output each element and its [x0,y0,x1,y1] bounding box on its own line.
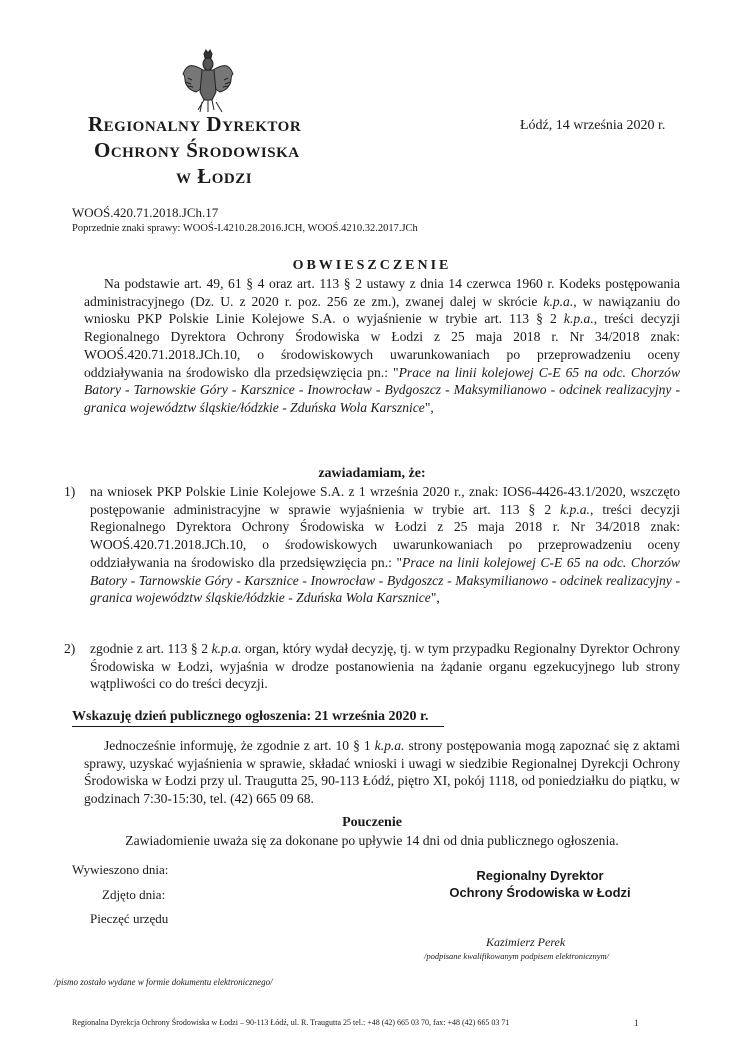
signature-note: /podpisane kwalifikowanym podpisem elektronicznym/ [424,951,609,961]
previous-reference-numbers: Poprzednie znaki sprawy: WOOŚ-I.4210.28.2016.JCH, WOOŚ.4210.32.2017.JCh [72,223,418,234]
office-stamp-label: Pieczęć urzędu [90,911,169,926]
office-name-line-2: Ochrony Środowiska [94,138,300,162]
pouczenie-heading: Pouczenie [342,815,402,830]
intro-paragraph: Na podstawie art. 49, 61 § 4 oraz art. 113 § 2 ustawy z dnia 14 czerwca 1960 r. Kodeks postępowania administracyjnego (Dz. U. z 2020 r. poz. 256 ze zm.), zwanej dalej w skrócie k.p.a., w nawiązaniu do wniosku PKP Polskie Linie Kolejowe S.A. o wyjaśnienie w trybie art. 113 § 2 k.p.a., treści decyzji Regionalnego Dyrektora Ochrony Środowiska w Łodzi z 25 maja 2018 r. Nr 34/2018 znak: WOOŚ.420.71.2018.JCh.10, o środowiskowych uwarunkowaniach po przeprowadzeniu oceny oddziaływania na środowisko dla przedsięwzięcia pn.: "Prace na linii kolejowej C-E 65 na odc. Chorzów Batory - Tarnowskie Góry - Karsznice - Inowrocław - Bydgoszcz - Maksymilianowo - odcinek realizacyjny - granica województw śląskie/łódzkie - Zduńska Wola Karsznice", [84,276,681,415]
document-title: OBWIESZCZENIE [292,258,452,273]
office-name-line-3: w Łodzi [176,164,253,188]
list-item-1-text: na wniosek PKP Polskie Linie Kolejowe S.A. z 1 września 2020 r., znak: IOS6-4426-43.1/2020, wszczęto postępowanie administracyjne w sprawie wyjaśnienia w trybie art. 113 § 2 k.p.a., treści decyzji Regionalnego Dyrektora Ochrony Środowiska w Łodzi z 25 maja 2018 r. Nr 34/2018 znak: WOOŚ.420.71.2018.JCh.10, o środowiskowych uwarunkowaniach po przeprowadzeniu oceny oddziaływania na środowisko dla przedsięwzięcia pn.: "Prace na linii kolejowej C-E 65 na odc. Chorzów Batory - Tarnowskie Góry - Karsznice - Inowrocław - Bydgoszcz - Maksymilianowo - odcinek realizacyjny - granica województw śląskie/łódzkie - Zduńska Wola Karsznice", [90,484,680,606]
underline-divider [72,726,444,727]
reference-number: WOOŚ.420.71.2018.JCh.17 [72,205,219,220]
list-item-2-text: zgodnie z art. 113 § 2 k.p.a. organ, który wydał decyzję, tj. w tym przypadku Regionalny Dyrektor Ochrony Środowiska w Łodzi, wyjaśnia w drodze postanowienia na żądanie organu egzekucyjnego lub strony wątpliwości co do treści decyzji. [90,641,681,692]
electronic-document-note: /pismo zostało wydane w formie dokumentu elektronicznego/ [54,977,273,987]
polish-eagle-emblem-icon [180,48,236,118]
document-date: Łódź, 14 września 2020 r. [520,118,666,133]
info-paragraph: Jednocześnie informuję, że zgodnie z art. 10 § 1 k.p.a. strony postępowania mogą zapoznać się z aktami sprawy, uzyskać wyjaśnienia w sprawie, składać wnioski i uwagi w siedzibie Regionalnej Dyrekcji Ochrony Środowiska w Łodzi przy ul. Traugutta 25, 90-113 Łódź, piętro XI, pokój 1118, od poniedziałku do piątku, w godzinach 7:30-15:30, tel. (42) 665 09 68. [84,738,681,807]
page-number: 1 [634,1018,639,1028]
office-name-line-1: Regionalny Dyrektor [88,112,302,136]
removed-date-label: Zdjęto dnia: [102,887,166,902]
footer-address: Regionalna Dyrekcja Ochrony Środowiska w Łodzi – 90-113 Łódź, ul. R. Traugutta 25 tel.: +48 (42) 665 03 70, fax: +48 (42) 665 03 71 [72,1018,510,1027]
public-announcement-date: Wskazuję dzień publicznego ogłoszenia: 21 września 2020 r. [72,709,429,724]
signer-title-line-2: Ochrony Środowiska w Łodzi [449,885,631,900]
posted-date-label: Wywieszono dnia: [72,862,169,877]
signer-title-line-1: Regionalny Dyrektor [476,868,604,883]
pouczenie-text: Zawiadomienie uważa się za dokonane po upływie 14 dni od dnia publicznego ogłoszenia. [125,833,619,848]
list-item-1-number: 1) [64,484,76,499]
signer-name: Kazimierz Perek [486,935,566,949]
list-item-2-number: 2) [64,641,76,656]
announce-heading: zawiadamiam, że: [318,466,426,481]
